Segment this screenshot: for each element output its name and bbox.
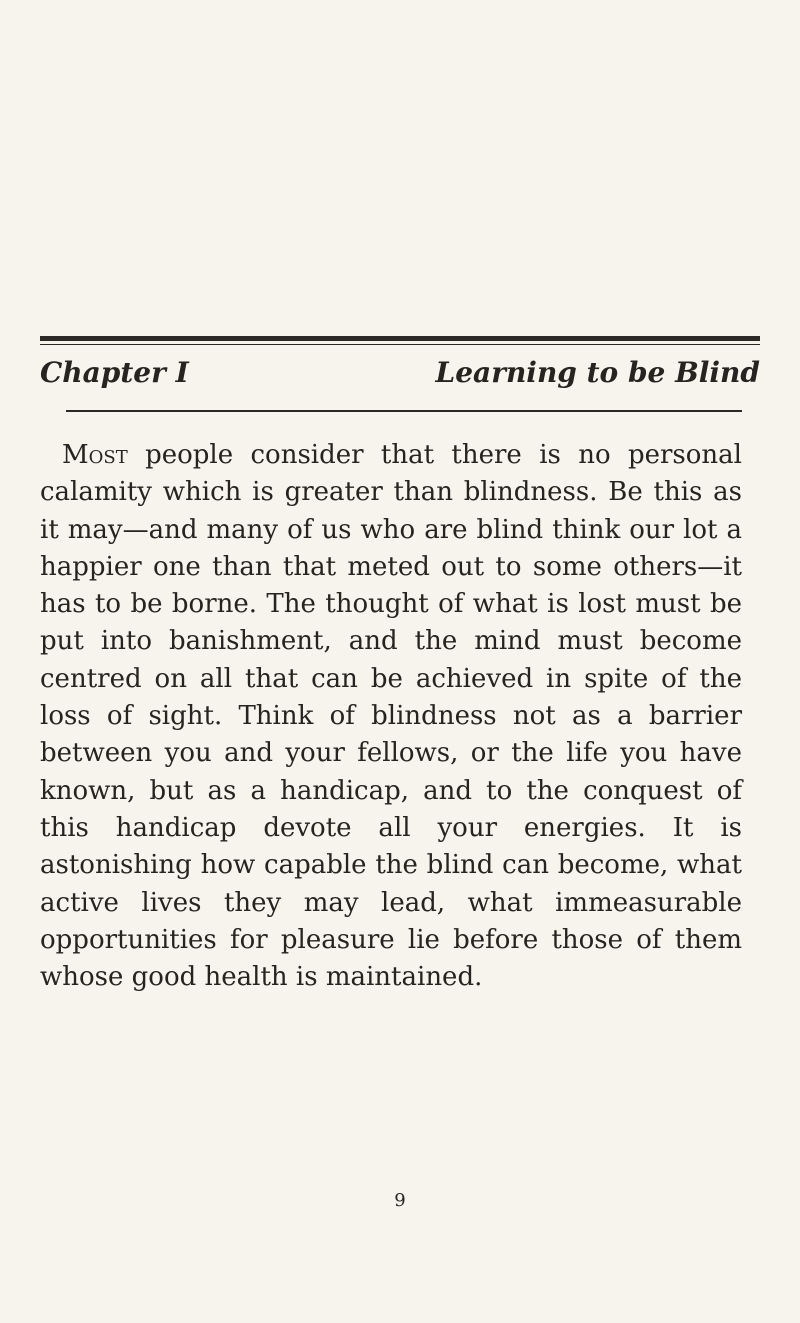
running-header xyxy=(40,350,760,400)
page-number: 9 xyxy=(394,1190,406,1211)
chapter-title: Learning to be Blind xyxy=(435,356,760,389)
header-rule-thick xyxy=(40,336,760,341)
paragraph-text: people consider that there is no personal calamity which is greater than blindness. Be this as it may—and many of us who are blind think our lot a happier one than that meted out to some others—it has to be borne. The thought of what is lost must be put into banishment, and the mind must become centred on all that can be achieved in spite of the loss of sight. Think of blindness not as a barrier between you and your fellows, or the life you have known, but as a handicap, and to the conquest of this handicap devote all your energies. It is astonishing how capable the blind can become, what active lives they may lead, what immeasurable opportunities for pleasure lie before those of them whose good health is maintained. xyxy=(40,440,742,993)
paragraph xyxy=(40,437,742,996)
chapter-label: Chapter I xyxy=(40,356,189,389)
drop-word: Most xyxy=(62,440,128,470)
header-rule-thin xyxy=(40,344,760,345)
header-rule-bottom xyxy=(66,410,742,412)
body-text xyxy=(40,437,742,996)
